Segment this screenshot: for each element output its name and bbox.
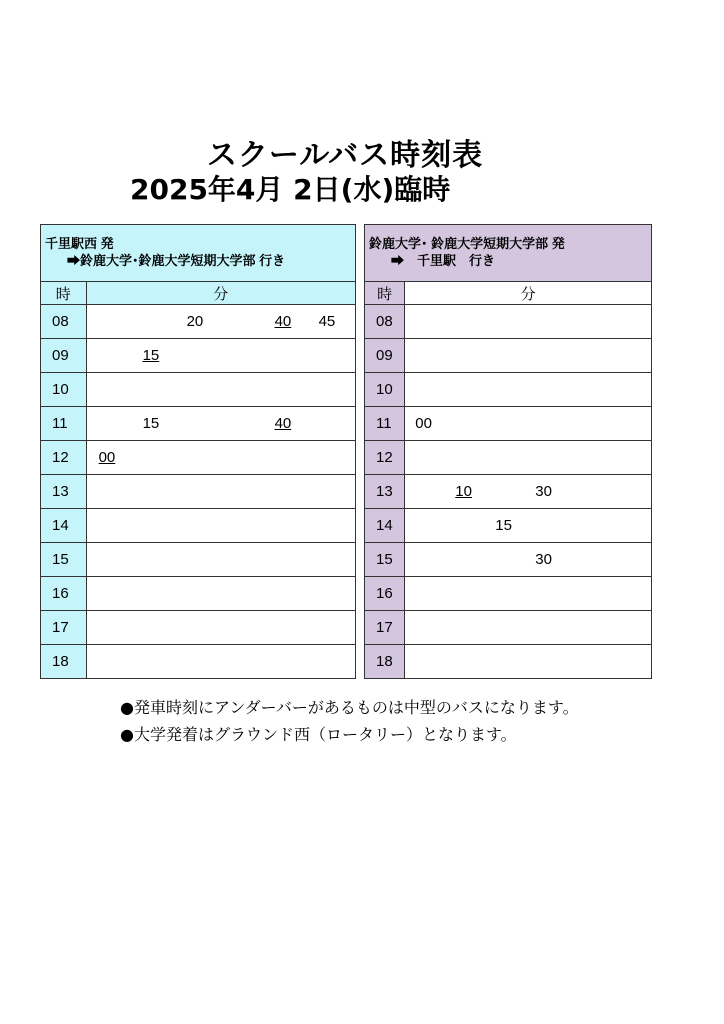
hour-cell: 11 [365,407,405,441]
table-row [41,475,356,509]
table-row [41,339,356,373]
table-row [41,543,356,577]
departure-minute: 20 [186,313,204,330]
hour-cell: 15 [41,543,87,577]
right-table-header [365,225,652,282]
departure-minute: 15 [495,517,512,534]
minutes-cell [405,577,652,611]
departure-minute: 40 [274,415,292,432]
hour-cell: 12 [365,441,405,475]
hour-cell: 08 [41,305,87,339]
table-row [41,407,356,441]
notes [120,694,579,748]
table-row [365,373,652,407]
table-row [41,577,356,611]
date-subtitle: 2025年4月 2日(水)臨時 [130,173,451,206]
note-bus-stop: ●大学発着はグラウンド西（ロータリー）となります。 [120,725,517,744]
hour-cell: 08 [365,305,405,339]
table-row [365,611,652,645]
minutes-cell [86,509,355,543]
table-row [41,611,356,645]
departure-minute: 30 [535,483,552,500]
departure-minute: 45 [318,313,336,330]
left-hour-column-header: 時 [41,282,87,305]
hour-cell: 13 [41,475,87,509]
departure-minute: 00 [98,449,116,466]
page-title: スクールバス時刻表 [206,138,484,173]
table-row [365,305,652,339]
table-row [41,645,356,679]
minutes-cell [86,645,355,679]
minutes-cell [86,373,355,407]
minutes-cell [86,339,355,373]
timetable-from-university [364,224,652,679]
hour-cell: 11 [41,407,87,441]
left-header-destination: ➡鈴鹿大学･鈴鹿大学短期大学部 行き [67,253,286,268]
right-header-destination: ➡ 千里駅 行き [391,253,496,268]
table-row [365,543,652,577]
departure-minute: 00 [415,415,432,432]
hour-cell: 10 [365,373,405,407]
table-row [365,475,652,509]
left-minute-column-header: 分 [86,282,355,305]
hour-cell: 10 [41,373,87,407]
hour-cell: 18 [365,645,405,679]
minutes-cell [405,441,652,475]
minutes-cell [86,475,355,509]
left-table-header [41,225,356,282]
table-row [365,509,652,543]
departure-minute: 30 [535,551,552,568]
minutes-cell [405,509,652,543]
departure-minute: 15 [142,347,160,364]
table-row [41,305,356,339]
timetable-from-senri [40,224,356,679]
minutes-cell [405,543,652,577]
hour-cell: 12 [41,441,87,475]
table-row [365,407,652,441]
table-row [365,339,652,373]
hour-cell: 17 [365,611,405,645]
departure-minute: 40 [274,313,292,330]
departure-minute: 15 [142,415,160,432]
hour-cell: 18 [41,645,87,679]
left-header-origin: 千里駅西 発 [45,236,114,251]
table-row [365,441,652,475]
hour-cell: 13 [365,475,405,509]
minutes-cell [405,305,652,339]
right-header-origin: 鈴鹿大学･ 鈴鹿大学短期大学部 発 [369,236,565,251]
table-row [41,509,356,543]
hour-cell: 14 [41,509,87,543]
hour-cell: 17 [41,611,87,645]
departure-minute: 10 [455,483,472,500]
minutes-cell [86,577,355,611]
minutes-cell [86,543,355,577]
minutes-cell [405,475,652,509]
hour-cell: 16 [365,577,405,611]
table-row [41,373,356,407]
minutes-cell [405,645,652,679]
right-minute-column-header: 分 [405,282,652,305]
hour-cell: 09 [365,339,405,373]
right-hour-column-header: 時 [365,282,405,305]
table-row [365,645,652,679]
hour-cell: 16 [41,577,87,611]
table-row [41,441,356,475]
minutes-cell [86,407,355,441]
minutes-cell [86,611,355,645]
table-row [365,577,652,611]
minutes-cell [405,339,652,373]
hour-cell: 14 [365,509,405,543]
minutes-cell [86,305,355,339]
minutes-cell [405,611,652,645]
hour-cell: 15 [365,543,405,577]
minutes-cell [405,373,652,407]
minutes-cell [86,441,355,475]
hour-cell: 09 [41,339,87,373]
note-underline: ●発車時刻にアンダーバーがあるものは中型のバスになります。 [120,698,579,717]
minutes-cell [405,407,652,441]
